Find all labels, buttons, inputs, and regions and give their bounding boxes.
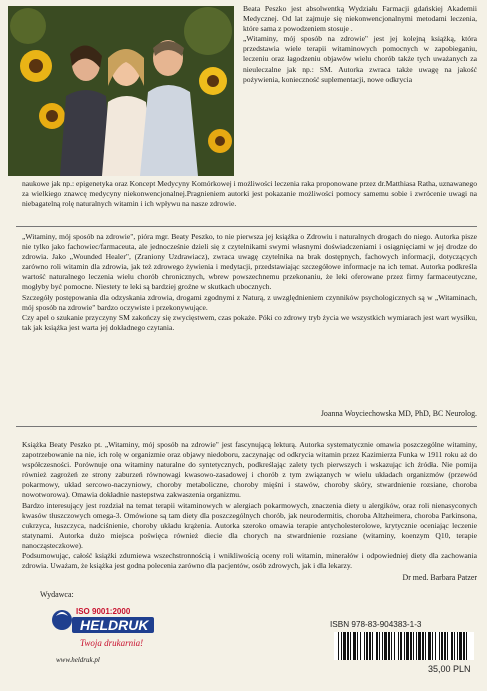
barcode-bar (425, 632, 426, 660)
barcode-bar (447, 632, 448, 660)
barcode-bar (347, 632, 349, 660)
barcode-bar (454, 632, 455, 660)
author-bio (243, 4, 477, 85)
review-1-paragraph-1: „Witaminy, mój sposób na zdrowie", pióra mgr. Beaty Peszko, to nie pierwsza jej książka o Zdrowiu i naturalnych drogach do niego. Autorka pisze nie tylko jako fachowiec/farmaceuta, ale jednocześnie dzieli się z czytelnikami swymi własnymi doświadczeniami i osiągnięciami w jej drodze do zdrowia. Jako „Wounded Healer", (Zraniony Uzdrawiacz), zwraca uwagę czytelnika na brak dostępnych, fachowych informacji, dotyczących zarówno roli witamin dla zdrowia, jak też zdrowego żywienia i medytacji, przedstawiając szczegółowe informacje na ich temat. Autorka podkreśla wartość naturalnego leczenia wielu chorób chronicznych, wbrew powszechnemu przekonaniu, że leki oferowane przez firmy farmaceutyczne, mogłyby być pomocne. Niestety te leki są bardziej groźne w skutkach ubocznych. (22, 232, 477, 292)
barcode-bar (439, 632, 440, 660)
barcode-bar (372, 632, 373, 660)
photo-illustration (8, 6, 234, 176)
barcode-bar (466, 632, 467, 660)
barcode-bar (432, 632, 433, 660)
barcode-bar (400, 632, 402, 660)
author-bio-continued: naukowe jak np.: epigenetyka oraz Koncept Medycyny Komórkowej i możliwości leczenia raka proponowane przez dr.Matthiasa Ratha, uznawanego za wielkiego znawcę medycyny niekonwencjonalnej.Pragnieniem autorki jest pokazanie możliwości pomocy samemu sobie i zwrócenie uwagi na niebagatelną rolę naturalnych witamin i ich wpływu na nasze zdrowie. (22, 179, 477, 209)
author-bio-paragraph-1: Beata Peszko jest absolwentką Wydziału Farmacji gdańskiej Akademii Medycznej. Od lat zajmuje się niekonwencjonalnymi metodami leczenia, które sama z powodzeniem stosuje . (243, 4, 477, 34)
barcode-bar (398, 632, 399, 660)
barcode-bar (382, 632, 383, 660)
heldruk-logo (50, 602, 160, 654)
barcode-bar (444, 632, 446, 660)
barcode-bar (364, 632, 365, 660)
barcode-bar (353, 632, 356, 660)
barcode-bar (451, 632, 453, 660)
barcode-bar (463, 632, 465, 660)
barcode-bar (410, 632, 412, 660)
barcode-bar (388, 632, 390, 660)
barcode-bar (428, 632, 431, 660)
barcode-bar (376, 632, 378, 660)
barcode-bar (360, 632, 361, 660)
barcode-bar (457, 632, 458, 660)
barcode-bar (338, 632, 339, 660)
publisher-url[interactable]: www.heldruk.pl (56, 656, 100, 664)
review-1-paragraph-2: Szczegóły postępowania dla odzyskania zdrowia, drogami zgodnymi z Naturą, z uwzględnieniem czynników psychologicznych są w „Witaminach, mój sposób na zdrowie" bardzo oczywiste i przekonywujące. (22, 292, 477, 312)
price: 35,00 PLN (428, 664, 471, 674)
barcode-bar (422, 632, 424, 660)
barcode-bar (406, 632, 409, 660)
review-2-paragraph-1: Książka Beaty Peszko pt. „Witaminy, mój sposób na zdrowie" jest fascynującą lekturą. Autorka systematycznie omawia poszczególne witaminy, zapotrzebowanie na nie, ich rolę w organizmie oraz objawy niedoboru, zaczynając od odkrycia witamin przez Kazimierza Funka w 1911 roku aż do współczesności. Porównuje ona witaminy naturalne do syntetycznych, podkreślając zalety tych pierwszych i wskazując ich źródła. Nie pomija również zagrożeń ze strony zaburzeń równowagi kwasowo-zasadowej i chorób z tym związanych w wielu układach organizmów (przewód pokarmowy, układ sercowo-naczyniowy, choroby metaboliczne, choroby mięśni i stawów, choroby skóry, stwardnienie rozsiane, choroba nowotworowa). Omawia dokładnie nastepstwa zakwaszenia organizmu. (22, 440, 477, 500)
barcode-bar (416, 632, 417, 660)
barcode-bar (343, 632, 346, 660)
barcode-bar (350, 632, 351, 660)
review-woyciechowska (22, 232, 477, 333)
isbn: ISBN 978-83-904383-1-3 (330, 620, 422, 629)
review-patzer (22, 440, 477, 571)
barcode-bars (338, 632, 467, 660)
logo-iso: ISO 9001:2000 (76, 607, 131, 616)
barcode-bar (394, 632, 395, 660)
barcode-bar (413, 632, 414, 660)
barcode-bar (418, 632, 421, 660)
author-photo (8, 6, 234, 176)
barcode-bar (435, 632, 436, 660)
divider-2 (16, 426, 477, 427)
barcode (334, 632, 474, 660)
author-bio-paragraph-2: „Witaminy, mój sposób na zdrowie" jest jej kolejną książką, która przedstawia wiele terapii witaminowych pomocnych w zapobieganiu, leczeniu oraz łagodzeniu objawów wielu chorób także tych uważanych za nieuleczalne jak np.: SM. Autorka zwraca także uwagę na jakość pożywienia, konieczność suplementacji, nowe odkrycia (243, 34, 477, 84)
divider-1 (16, 226, 477, 227)
barcode-bar (459, 632, 462, 660)
barcode-bar (441, 632, 443, 660)
barcode-bar (357, 632, 358, 660)
barcode-bar (369, 632, 371, 660)
review-2-signature: Dr med. Barbara Patzer (402, 573, 477, 582)
logo-name: HELDRUK (80, 617, 149, 633)
barcode-bar (391, 632, 392, 660)
publisher-label: Wydawca: (40, 590, 74, 599)
review-1-paragraph-3: Czy apel o szukanie przyczyny SM zakończy się zwycięstwem, czas pokaże. Póki co zdrowy tryb życia we wszystkich wymiarach jest wart wysiłku, tak jak książka jest warta jej dokładnego czytania. (22, 312, 477, 332)
review-2-paragraph-2: Bardzo interesujący jest rozdział na temat terapii witaminowych w alergiach pokarmowych, znaczenia diety u alergików, oraz roli nienasyconych kwasów tłuszczowych omega-3. Omówione są tam diety dla poszczególnych chorób, jak neurodermitis, choroba Altzheimera, choroba Parkinsona, cukrzyca, łuszczyca, nadciśnienie, choroby układu krążenia. Autorka szeroko omawia terapie antycholesterolowe, krytycznie oceniając leczenie statynami. Autorka dużo miejsca poświęca również diecie dla chorych na stwardnienie rozsiane (witaminy, koenzym Q10, terapie nanocząsteczkowe). (22, 500, 477, 550)
barcode-bar (366, 632, 368, 660)
barcode-bar (379, 632, 380, 660)
logo-slogan: Twoja drukarnia! (80, 638, 144, 648)
barcode-bar (341, 632, 342, 660)
review-1-signature: Joanna Woyciechowska MD, PhD, BC Neurolog. (320, 409, 477, 418)
barcode-bar (404, 632, 405, 660)
barcode-bar (384, 632, 387, 660)
review-2-paragraph-3: Podsumowując, całość książki zdumiewa wszechstronnością i wnikliwością oceny roli witamin, minerałów i odpowiedniej diety dla zachowania zdrowia. Uważam, że książka jest godna polecenia zarówno dla pacjentów, osób zdrowych, jak i dla lekarzy. (22, 551, 477, 571)
